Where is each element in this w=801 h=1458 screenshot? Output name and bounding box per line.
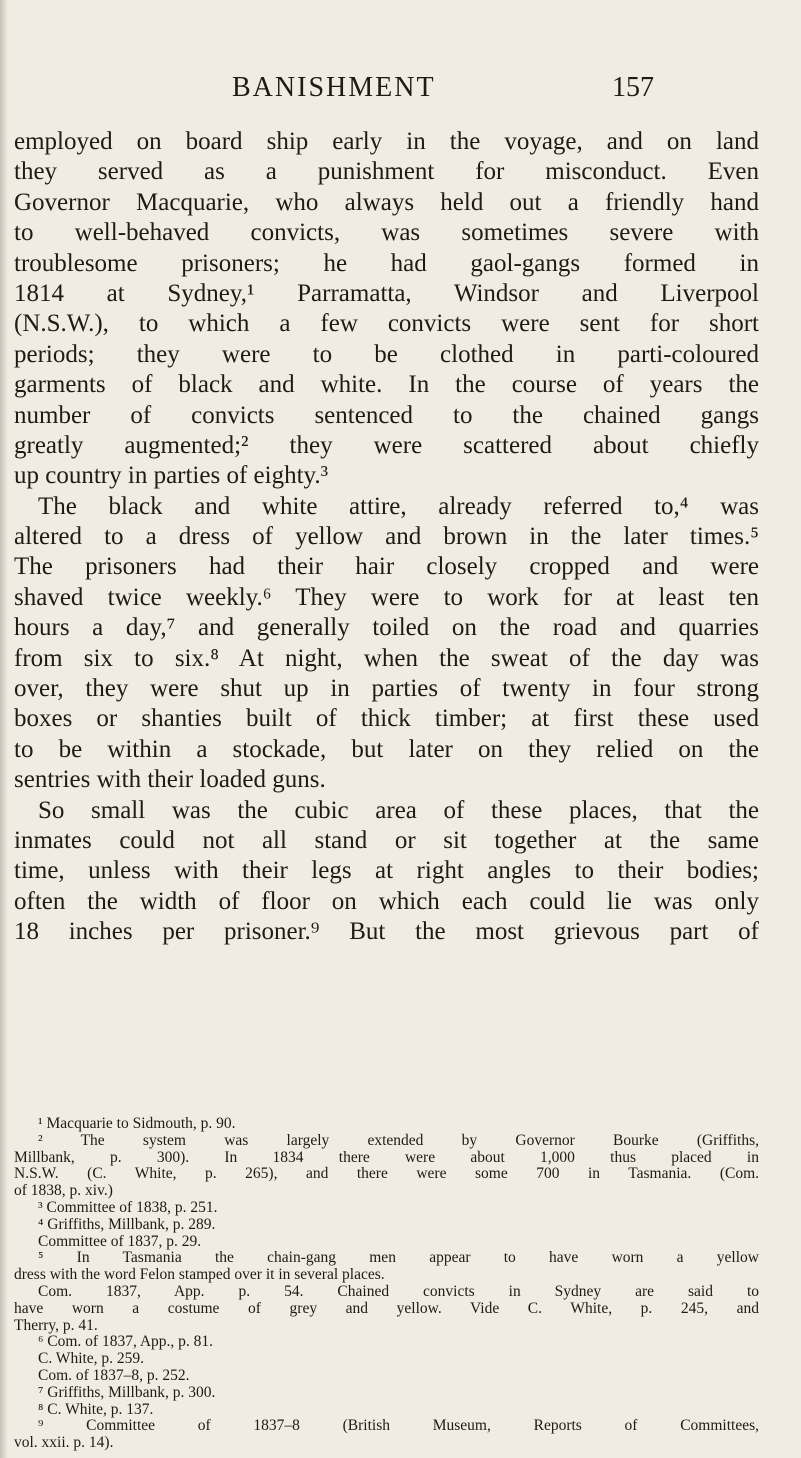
body-line: The black and white attire, already referred to,⁴ was <box>38 492 759 520</box>
footnote-line: ⁹ Committee of 1837–8 (British Museum, Reports of Committees, <box>38 1418 759 1435</box>
footnote-line: ⁶ Com. of 1837, App., p. 81. <box>38 1334 214 1351</box>
body-line: they served as a punishment for misconduct. Even <box>14 158 759 186</box>
body-line: often the width of floor on which each could lie was only <box>14 887 759 915</box>
body-line: Governor Macquarie, who always held out a friendly hand <box>14 188 759 216</box>
body-line: employed on board ship early in the voyage, and on land <box>14 128 759 155</box>
body-line: altered to a dress of yellow and brown in the later times.⁵ <box>14 523 759 551</box>
page-number: 157 <box>612 72 654 103</box>
footnote-line: have worn a costume of grey and yellow. Vide C. White, p. 245, and <box>14 1300 759 1317</box>
page-edge-shadow <box>0 0 8 1458</box>
footnote-line: ¹ Macquarie to Sidmouth, p. 90. <box>38 1116 236 1132</box>
footnote-line: ⁸ C. White, p. 137. <box>38 1401 154 1418</box>
footnote-line: C. White, p. 259. <box>38 1351 145 1368</box>
body-line: troublesome prisoners; he had gaol-gangs formed in <box>14 249 759 277</box>
body-line: garments of black and white. In the course of years the <box>14 371 759 399</box>
footnote-line: ³ Committee of 1838, p. 251. <box>38 1199 218 1216</box>
footnote-line: ² The system was largely extended by Governor Bourke (Griffiths, <box>38 1132 759 1149</box>
body-line: 1814 at Sydney,¹ Parramatta, Windsor and Liverpool <box>14 279 759 307</box>
body-text <box>14 127 759 948</box>
body-line: 18 inches per prisoner.⁹ But the most grievous part of <box>14 918 759 946</box>
body-line: periods; they were to be clothed in parti-coloured <box>14 340 759 368</box>
footnote-line: Therry, p. 41. <box>14 1317 98 1334</box>
body-line: inmates could not all stand or sit together at the same <box>14 826 759 854</box>
footnote-line: ⁵ In Tasmania the chain-gang men appear to have worn a yellow <box>38 1250 759 1267</box>
footnote-line: Millbank, p. 300). In 1834 there were about 1,000 thus placed in <box>14 1149 759 1166</box>
body-line: boxes or shanties built of thick timber; at first these used <box>14 705 759 733</box>
body-line: time, unless with their legs at right angles to their bodies; <box>14 857 759 885</box>
footnote-line: Com. of 1837–8, p. 252. <box>38 1367 190 1384</box>
body-line: sentries with their loaded guns. <box>14 766 326 794</box>
body-line: up country in parties of eighty.³ <box>14 462 329 490</box>
footnote-line: ⁷ Griffiths, Millbank, p. 300. <box>38 1384 216 1401</box>
body-line: over, they were shut up in parties of twenty in four strong <box>14 675 759 703</box>
body-line: The prisoners had their hair closely cropped and were <box>14 553 759 581</box>
body-line: to well-behaved convicts, was sometimes severe with <box>14 219 759 247</box>
running-head: BANISHMENT <box>232 72 436 103</box>
body-line: hours a day,⁷ and generally toiled on the road and quarries <box>14 614 759 642</box>
footnote-line: dress with the word Felon stamped over it in several places. <box>14 1267 385 1284</box>
footnote-line: Committee of 1837, p. 29. <box>38 1233 202 1250</box>
body-line: greatly augmented;² they were scattered about chiefly <box>14 431 759 459</box>
body-line: (N.S.W.), to which a few convicts were sent for short <box>14 310 759 338</box>
body-line: from six to six.⁸ At night, when the sweat of the day was <box>14 644 759 672</box>
body-line: number of convicts sentenced to the chained gangs <box>14 401 759 429</box>
footnotes <box>14 1116 759 1452</box>
page-header <box>0 72 801 112</box>
body-line: to be within a stockade, but later on they relied on the <box>14 735 759 763</box>
footnote-line: ⁴ Griffiths, Millbank, p. 289. <box>38 1216 216 1233</box>
footnote-line: vol. xxii. p. 14). <box>14 1435 114 1452</box>
footnote-line: Com. 1837, App. p. 54. Chained convicts in Sydney are said to <box>38 1283 759 1300</box>
body-line: So small was the cubic area of these places, that the <box>38 796 759 824</box>
body-line: shaved twice weekly.⁶ They were to work for at least ten <box>14 583 759 611</box>
footnote-line: of 1838, p. xiv.) <box>14 1183 113 1200</box>
footnote-line: N.S.W. (C. White, p. 265), and there were some 700 in Tasmania. (Com. <box>14 1166 759 1183</box>
